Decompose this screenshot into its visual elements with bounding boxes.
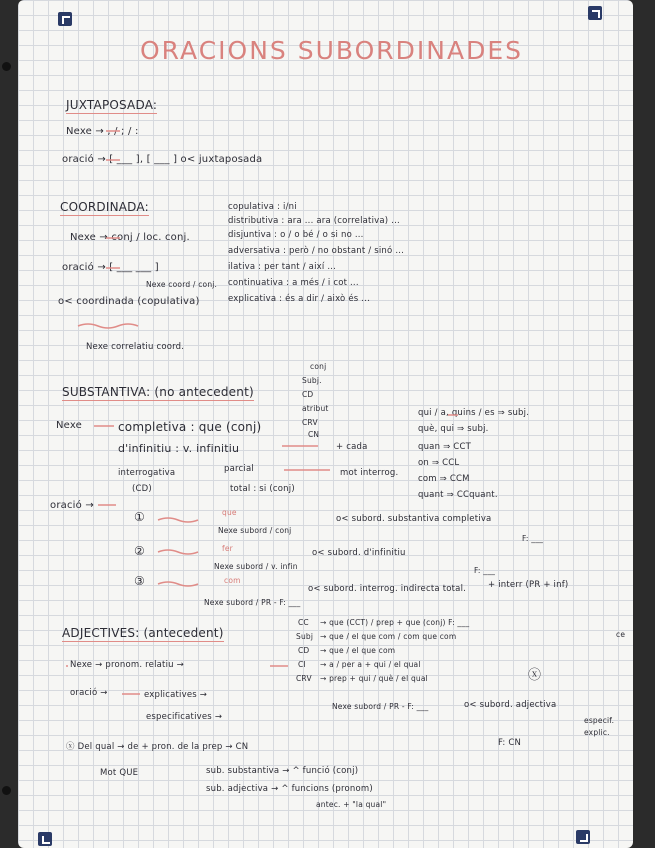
coordinada-type: distributiva : ara ... ara (correlativa) ... — [228, 216, 400, 226]
mot-que-item: sub. adjectiva → ^ funcions (pronom) — [206, 784, 373, 794]
adjective-type: explic. — [584, 728, 610, 737]
adjective-function-value: → que / el que com / com que com — [320, 632, 457, 641]
pink-annotation-marks — [18, 0, 633, 848]
adjective-function: CI — [298, 660, 306, 669]
substantiva-oracio: oració → — [50, 500, 94, 511]
adjective-circle-marker: ⓧ — [528, 668, 542, 683]
substantiva-function: Subj. — [302, 376, 322, 385]
example-f: F: ___ — [474, 566, 496, 575]
page-title: ORACIONS SUBORDINADES — [140, 36, 523, 65]
adjective-function-value: → a / per a + qui / el qual — [320, 660, 421, 669]
adjective-nexe-sub: Nexe subord / PR - F: ___ — [332, 702, 429, 711]
example-f: F: ___ — [522, 534, 544, 543]
adjective-nexe: Nexe → pronom. relatiu → — [70, 660, 184, 670]
binder-hole-icon — [2, 786, 11, 795]
adjective-function: CRV — [296, 674, 312, 683]
coordinada-type: ilativa : per tant / així ... — [228, 262, 337, 272]
coordinada-type: explicativa : és a dir / això és ... — [228, 294, 371, 304]
substantiva-mot-label: mot interrog. — [340, 468, 399, 478]
adjective-nota: ⓧ Del qual → de + pron. de la prep → CN — [66, 742, 249, 752]
example-sub: que — [222, 508, 237, 517]
adjective-function-value: → prep + qui / què / el qual — [320, 674, 428, 683]
substantiva-nexe-item: completiva : que (conj) — [118, 420, 262, 434]
coordinada-note: o< coordinada (copulativa) — [58, 296, 200, 307]
interrog-mapping: on ⇒ CCL — [418, 458, 460, 468]
heading-substantiva: SUBSTANTIVA: (no antecedent) — [62, 385, 254, 399]
adjective-sub-label: o< subord. adjectiva — [464, 700, 557, 710]
adjective-f-cn: F: CN — [498, 738, 522, 748]
heading-adjectives: ADJECTIVES: (antecedent) — [62, 626, 224, 640]
coordinada-nexe: Nexe → conj / loc. conj. — [70, 232, 190, 243]
adjective-especificatives: especificatives → — [146, 712, 223, 722]
substantiva-function: CN — [308, 430, 320, 439]
substantiva-nexe-item: interrogativa — [118, 468, 176, 478]
substantiva-infinitiu-extra: + cada — [336, 442, 368, 452]
coordinada-type: adversativa : però / no obstant / sinó ... — [228, 246, 405, 256]
example-desc: o< subord. d'infinitiu — [312, 548, 406, 558]
interrog-mapping: com ⇒ CCM — [418, 474, 470, 484]
coordinada-nexe-coord: Nexe coord / conj. — [146, 280, 218, 289]
example-sub: fer — [222, 544, 233, 553]
coordinada-type: copulativa : i/ni — [228, 202, 297, 212]
interrog-mapping: qui / a, quins / es ⇒ subj. — [418, 408, 530, 418]
example-num: ③ — [134, 574, 145, 588]
example-f: + interr (PR + inf) — [488, 580, 569, 590]
adjective-function: CC — [298, 618, 309, 627]
adjective-function-value: → que (CCT) / prep + que (conj) F: ___ — [320, 618, 470, 627]
example-desc: o< subord. substantiva completiva — [336, 514, 492, 524]
substantiva-interrog-parcial: parcial — [224, 464, 254, 474]
coordinada-type: disjuntiva : o / o bé / o si no ... — [228, 230, 364, 240]
adjective-oracio: oració → — [70, 688, 108, 698]
adjective-function: CD — [298, 646, 310, 655]
adjective-explicatives: explicatives → — [144, 690, 208, 700]
binder-hole-icon — [2, 62, 11, 71]
adjective-function: Subj — [296, 632, 314, 641]
substantiva-function: atribut — [302, 404, 329, 413]
juxtaposada-oracio: oració → [ ___ ], [ ___ ] o< juxtaposada — [62, 154, 263, 165]
substantiva-function: CD — [302, 390, 314, 399]
example-sub: com — [224, 576, 241, 585]
juxtaposada-nexe: Nexe → , / ; / : — [66, 126, 139, 137]
example-num: ② — [134, 544, 145, 558]
coordinada-type: continuativa : a més / i cot ... — [228, 278, 359, 288]
heading-juxtaposada: JUXTAPOSADA: — [66, 98, 158, 112]
interrog-mapping: quan ⇒ CCT — [418, 442, 471, 452]
example-nexe: Nexe subord / PR - F: ___ — [204, 598, 301, 607]
example-nexe: Nexe subord / conj — [218, 526, 292, 535]
substantiva-interrog-ce: (CD) — [132, 484, 152, 494]
coordinada-nexe-correlatiu: Nexe correlatiu coord. — [86, 342, 185, 352]
adjective-type: especif. — [584, 716, 615, 725]
substantiva-function-top: conj — [310, 362, 327, 371]
substantiva-interrog-total: total : si (conj) — [230, 484, 295, 494]
heading-coordinada: COORDINADA: — [60, 200, 149, 214]
mot-que-item: sub. substantiva → ^ funció (conj) — [206, 766, 359, 776]
interrog-mapping: quant ⇒ CCquant. — [418, 490, 498, 500]
example-desc: o< subord. interrog. indirecta total. — [308, 584, 467, 594]
substantiva-nexe-label: Nexe — [56, 420, 83, 431]
mot-que-label: Mot QUE — [100, 768, 139, 778]
substantiva-function: CRV — [302, 418, 318, 427]
adjective-function-value: → que / el que com — [320, 646, 396, 655]
interrog-mapping: què, qui ⇒ subj. — [418, 424, 489, 434]
example-nexe: Nexe subord / v. infin — [214, 562, 298, 571]
coordinada-oracio: oració → [ ___ ___ ] — [62, 262, 159, 273]
mot-que-item: antec. + "la qual" — [316, 800, 387, 809]
adjective-ce-label: ce — [616, 630, 626, 639]
example-num: ① — [134, 510, 145, 524]
substantiva-nexe-item: d'infinitiu : v. infinitiu — [118, 442, 240, 455]
notebook-page — [18, 0, 633, 848]
